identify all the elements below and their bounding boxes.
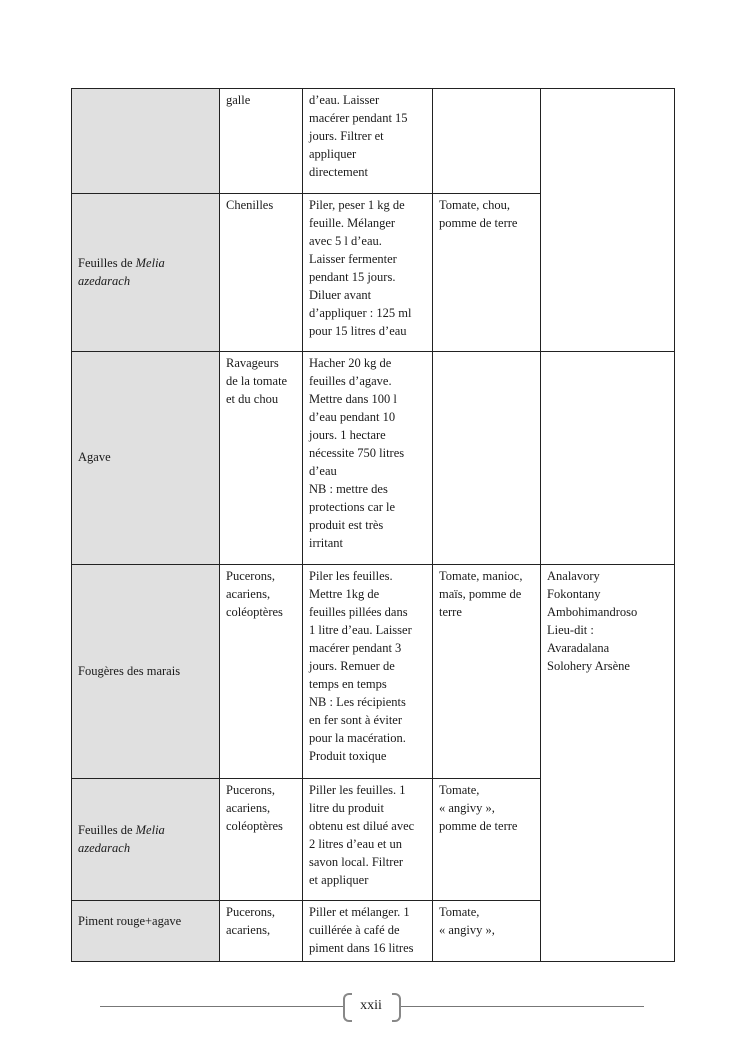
method-cell: Piler les feuilles. Mettre 1kg de feuilles pillées dans 1 litre d’eau. Laisser macérer pendant 3 jours. Remuer de temps en temps NB : Les récipients en fer sont à éviter pour la macération. Produit toxique bbox=[303, 565, 433, 779]
table-row bbox=[72, 352, 675, 565]
pest-cell: Pucerons, acariens, coléoptères bbox=[220, 779, 303, 901]
footer-rule-right bbox=[400, 1006, 644, 1007]
crops-cell bbox=[433, 89, 541, 194]
pest-cell: Pucerons, acariens, bbox=[220, 901, 303, 962]
table-row bbox=[72, 565, 675, 779]
pest-cell: Ravageurs de la tomate et du chou bbox=[220, 352, 303, 565]
footer-rule-left bbox=[100, 1006, 344, 1007]
crops-cell bbox=[433, 352, 541, 565]
method-cell: Piler, peser 1 kg de feuille. Mélanger avec 5 l d’eau. Laisser fermenter pendant 15 jours. Diluer avant d’appliquer : 125 ml pour 15 litres d’eau bbox=[303, 194, 433, 352]
page-number: xxii bbox=[360, 998, 382, 1013]
method-cell: Piller et mélanger. 1 cuillérée à café de piment dans 16 litres bbox=[303, 901, 433, 962]
plant-cell: Feuilles de Melia azedarach bbox=[72, 779, 220, 901]
pest-cell: galle bbox=[220, 89, 303, 194]
source-cell: Analavory Fokontany Ambohimandroso Lieu-dit : Avaradalana Solohery Arsène bbox=[541, 565, 675, 962]
source-cell bbox=[541, 89, 675, 352]
plant-cell: Feuilles de Melia azedarach bbox=[72, 194, 220, 352]
crops-cell: Tomate, chou, pomme de terre bbox=[433, 194, 541, 352]
plant-cell: Agave bbox=[72, 352, 220, 565]
crops-cell: Tomate, manioc, maïs, pomme de terre bbox=[433, 565, 541, 779]
table-row bbox=[72, 89, 675, 194]
pest-cell: Pucerons, acariens, coléoptères bbox=[220, 565, 303, 779]
plant-cell bbox=[72, 89, 220, 194]
remedies-table bbox=[71, 88, 675, 962]
method-cell: d’eau. Laisser macérer pendant 15 jours. Filtrer et appliquer directement bbox=[303, 89, 433, 194]
method-cell: Hacher 20 kg de feuilles d’agave. Mettre dans 100 l d’eau pendant 10 jours. 1 hectare nécessite 750 litres d’eau NB : mettre des protections car le produit est très irritant bbox=[303, 352, 433, 565]
footer-right-brace bbox=[392, 993, 401, 1022]
plant-cell: Fougères des marais bbox=[72, 565, 220, 779]
pest-cell: Chenilles bbox=[220, 194, 303, 352]
plant-cell: Piment rouge+agave bbox=[72, 901, 220, 962]
crops-cell: Tomate, « angivy », pomme de terre bbox=[433, 779, 541, 901]
crops-cell: Tomate, « angivy », bbox=[433, 901, 541, 962]
method-cell: Piller les feuilles. 1 litre du produit obtenu est dilué avec 2 litres d’eau et un savon local. Filtrer et appliquer bbox=[303, 779, 433, 901]
source-cell bbox=[541, 352, 675, 565]
